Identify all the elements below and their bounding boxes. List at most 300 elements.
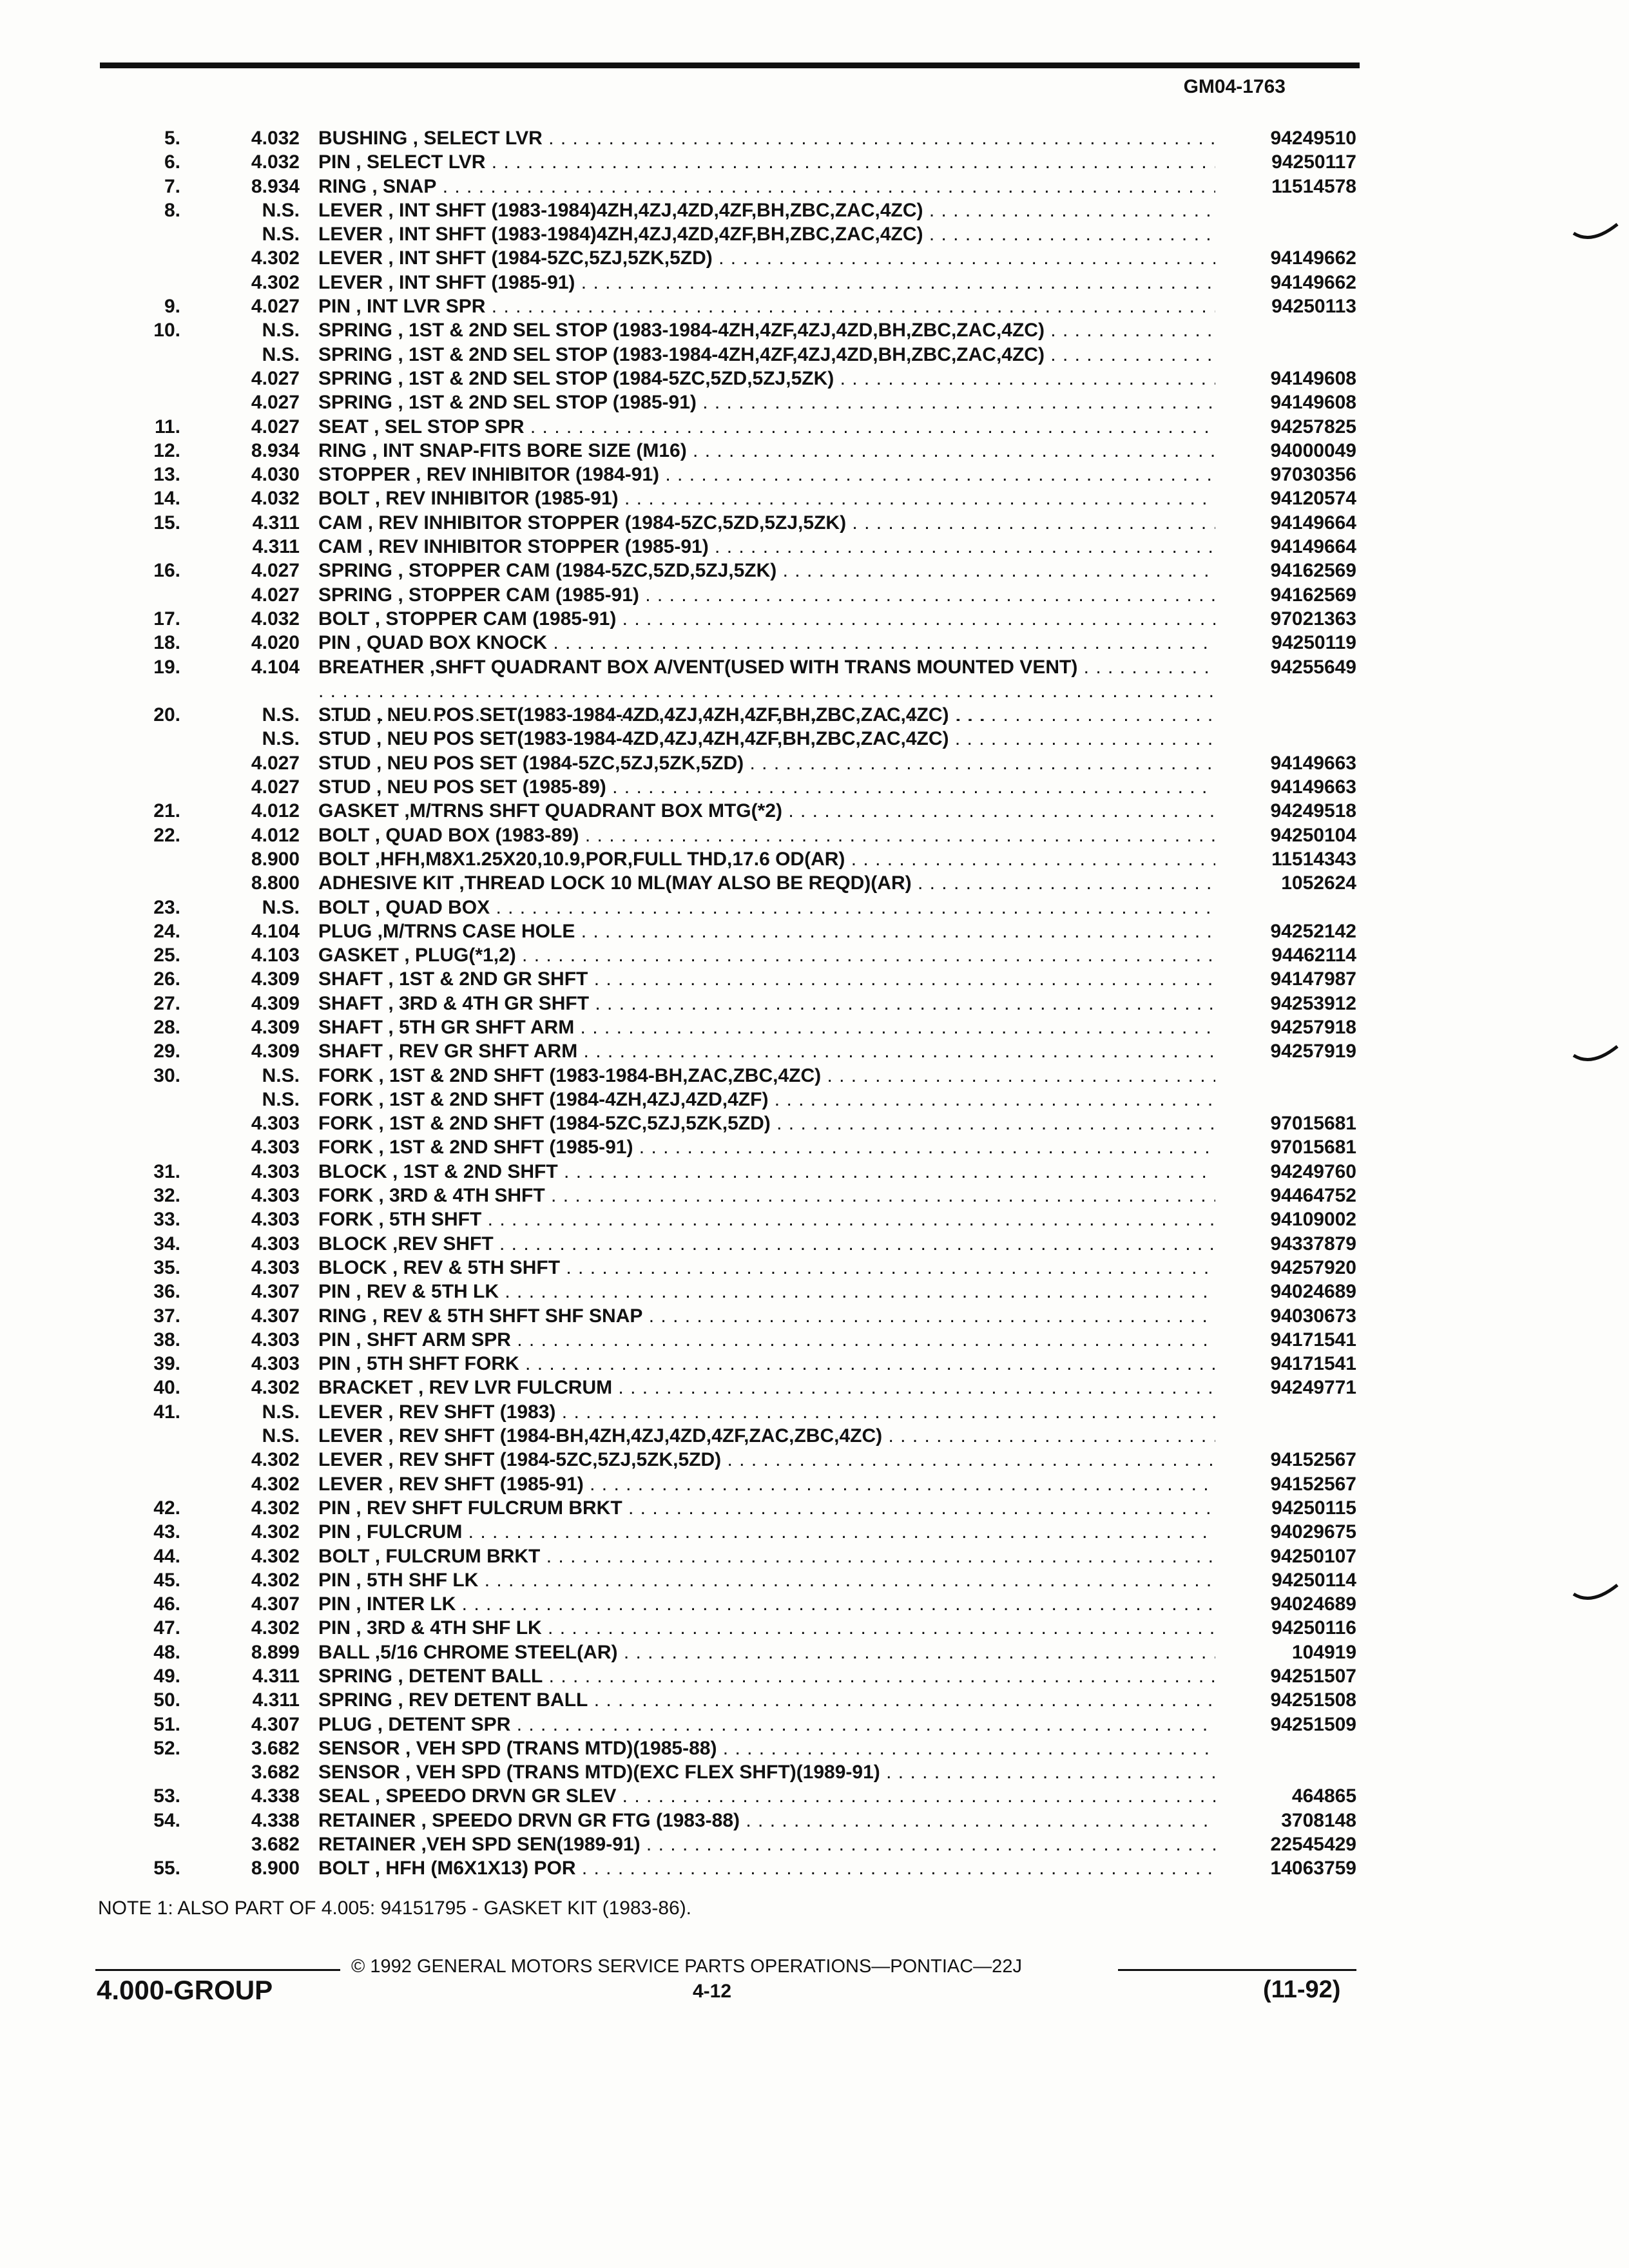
group-number: N.S.: [262, 343, 300, 365]
parts-row: [0, 943, 1629, 967]
part-description: STOPPER , REV INHIBITOR (1984-91) . . .: [318, 463, 1215, 486]
footer-date: (11-92): [1263, 1976, 1341, 2003]
part-number: 97015681: [1270, 1137, 1356, 1158]
binder-hole-mark-middle: [1572, 1041, 1619, 1067]
part-number: 94251508: [1270, 1689, 1356, 1711]
parts-row: [0, 1135, 1629, 1159]
item-number: 26.: [153, 968, 180, 990]
item-number: 5.: [164, 128, 180, 149]
part-description: SEAT , SEL STOP SPR . . .: [318, 415, 1215, 439]
parts-row: [0, 1448, 1629, 1472]
item-number: 24.: [153, 920, 180, 942]
group-number: N.S.: [262, 1064, 300, 1086]
item-number: 38.: [153, 1329, 180, 1350]
item-number: 36.: [153, 1281, 180, 1303]
parts-row: [0, 222, 1629, 246]
parts-row: [0, 415, 1629, 439]
part-description: GASKET ,M/TRNS SHFT QUADRANT BOX MTG(*2) . . .: [318, 799, 1215, 823]
item-number: 15.: [153, 512, 180, 533]
group-number: 4.303: [251, 1256, 300, 1278]
parts-row: [0, 847, 1629, 871]
part-description: BOLT ,HFH,M8X1.25X20,10.9,POR,FULL THD,17.6 OD(AR) . . .: [318, 847, 1215, 871]
parts-row: [0, 150, 1629, 174]
parts-row: [0, 1760, 1629, 1784]
parts-row: [0, 1544, 1629, 1568]
group-number: 4.032: [251, 151, 300, 173]
group-number: 4.311: [252, 1689, 300, 1711]
part-number: 11514343: [1271, 848, 1356, 870]
part-number: 94255649: [1270, 656, 1356, 678]
part-number: 94147987: [1270, 968, 1356, 990]
item-number: 30.: [153, 1064, 180, 1086]
part-description: PIN , REV & 5TH LK . . .: [318, 1280, 1215, 1303]
part-description: BLOCK ,REV SHFT . . .: [318, 1232, 1215, 1256]
parts-row: [0, 1736, 1629, 1760]
item-number: 39.: [153, 1353, 180, 1375]
group-number: N.S.: [262, 224, 300, 245]
item-number: 41.: [153, 1401, 180, 1423]
group-number: 4.338: [251, 1809, 300, 1831]
part-description: PLUG ,M/TRNS CASE HOLE . . .: [318, 919, 1215, 943]
item-number: 42.: [153, 1497, 180, 1519]
group-number: 4.303: [251, 1353, 300, 1375]
group-number: 4.307: [251, 1593, 300, 1615]
part-description: PIN , INT LVR SPR . . .: [318, 294, 1215, 318]
part-description: FORK , 1ST & 2ND SHFT (1984-5ZC,5ZJ,5ZK,5ZD) . . .: [318, 1111, 1215, 1135]
group-number: 4.303: [251, 1160, 300, 1182]
item-number: 10.: [153, 320, 180, 341]
part-description: BUSHING , SELECT LVR . . .: [318, 126, 1215, 150]
part-description: SPRING , 1ST & 2ND SEL STOP (1983-1984-4ZH,4ZF,4ZJ,4ZD,BH,ZBC,ZAC,4ZC) . . .: [318, 343, 1215, 367]
part-number: 22545429: [1270, 1834, 1356, 1856]
parts-row: [0, 1784, 1629, 1808]
document-code: GM04-1763: [1183, 76, 1286, 97]
part-number: 94149664: [1270, 536, 1356, 558]
parts-row: [0, 631, 1629, 655]
parts-row: [0, 126, 1629, 150]
part-number: 94252142: [1270, 920, 1356, 942]
item-number: 34.: [153, 1233, 180, 1254]
parts-row: [0, 1592, 1629, 1616]
group-number: 4.303: [251, 1185, 300, 1207]
part-description: PIN , 5TH SHF LK . . .: [318, 1568, 1215, 1592]
part-number: 94250104: [1270, 824, 1356, 846]
group-number: N.S.: [262, 1401, 300, 1423]
group-number: N.S.: [262, 728, 300, 750]
parts-row: [0, 799, 1629, 823]
parts-row: [0, 1809, 1629, 1832]
item-number: 25.: [153, 945, 180, 966]
part-description: STUD , NEU POS SET (1985-89) . . .: [318, 775, 1215, 799]
footer-copyright: © 1992 GENERAL MOTORS SERVICE PARTS OPERATIONS—PONTIAC—22J: [351, 1956, 1022, 1977]
part-description: RETAINER , SPEEDO DRVN GR FTG (1983-88) . . .: [318, 1809, 1215, 1832]
parts-row: [0, 655, 1629, 704]
parts-row: [0, 294, 1629, 318]
part-description: RING , SNAP . . .: [318, 175, 1215, 198]
footer-group: 4.000-GROUP: [97, 1975, 273, 2005]
part-number: 94149662: [1270, 247, 1356, 269]
item-number: 47.: [153, 1617, 180, 1639]
parts-row: [0, 1640, 1629, 1664]
part-description: FORK , 1ST & 2ND SHFT (1984-4ZH,4ZJ,4ZD,4ZF) . . .: [318, 1088, 1215, 1111]
parts-row: [0, 703, 1629, 727]
group-number: 4.303: [251, 1233, 300, 1254]
item-number: 20.: [153, 704, 180, 726]
part-description: SPRING , REV DETENT BALL . . .: [318, 1688, 1215, 1712]
part-number: 94162569: [1270, 584, 1356, 606]
part-number: 104919: [1291, 1641, 1356, 1663]
part-number: 94109002: [1270, 1209, 1356, 1231]
part-description: LEVER , REV SHFT (1983) . . .: [318, 1400, 1215, 1424]
parts-row: [0, 727, 1629, 751]
parts-row: [0, 1015, 1629, 1039]
parts-row: [0, 175, 1629, 198]
part-number: 97015681: [1270, 1113, 1356, 1135]
parts-row: [0, 463, 1629, 486]
group-number: 4.303: [251, 1137, 300, 1158]
part-description: BLOCK , 1ST & 2ND SHFT . . .: [318, 1160, 1215, 1184]
group-number: 4.027: [251, 584, 300, 606]
group-number: 4.307: [251, 1281, 300, 1303]
parts-row: [0, 535, 1629, 559]
part-number: 94251509: [1270, 1713, 1356, 1735]
item-number: 50.: [153, 1689, 180, 1711]
group-number: 8.934: [251, 439, 300, 461]
part-description: STUD , NEU POS SET (1984-5ZC,5ZJ,5ZK,5ZD) . . .: [318, 751, 1215, 775]
part-description: SENSOR , VEH SPD (TRANS MTD)(EXC FLEX SHFT)(1989-91) . . .: [318, 1760, 1215, 1784]
group-number: 4.032: [251, 128, 300, 149]
item-number: 54.: [153, 1809, 180, 1831]
footer-rule-right: [1118, 1969, 1356, 1971]
group-number: 4.302: [251, 1617, 300, 1639]
part-description: LEVER , INT SHFT (1984-5ZC,5ZJ,5ZK,5ZD) . . .: [318, 246, 1215, 270]
parts-row: [0, 343, 1629, 367]
part-number: 94250113: [1271, 296, 1356, 318]
part-number: 94249760: [1270, 1160, 1356, 1182]
item-number: 12.: [153, 439, 180, 461]
parts-row: [0, 1256, 1629, 1280]
part-number: 94149608: [1270, 367, 1356, 389]
group-number: 4.027: [251, 416, 300, 437]
part-number: 11514578: [1271, 175, 1356, 197]
group-number: 4.303: [251, 1209, 300, 1231]
parts-row: [0, 390, 1629, 414]
group-number: 8.934: [251, 175, 300, 197]
item-number: 9.: [164, 296, 180, 318]
parts-row: [0, 967, 1629, 991]
part-description: BOLT , STOPPER CAM (1985-91) . . .: [318, 607, 1215, 631]
part-number: 94257920: [1270, 1256, 1356, 1278]
parts-row: [0, 559, 1629, 582]
parts-row: [0, 1424, 1629, 1448]
parts-row: [0, 1472, 1629, 1496]
part-number: 94152567: [1270, 1473, 1356, 1495]
parts-row: [0, 1039, 1629, 1063]
part-description: SHAFT , REV GR SHFT ARM . . .: [318, 1039, 1215, 1063]
parts-row: [0, 246, 1629, 270]
part-description: LEVER , INT SHFT (1985-91) . . .: [318, 271, 1215, 294]
part-description: CAM , REV INHIBITOR STOPPER (1985-91) . . .: [318, 535, 1215, 559]
part-number: 94250117: [1271, 151, 1356, 173]
group-number: 4.303: [251, 1113, 300, 1135]
part-description: SHAFT , 3RD & 4TH GR SHFT . . .: [318, 992, 1215, 1015]
parts-row: [0, 1688, 1629, 1712]
parts-row: [0, 1616, 1629, 1640]
part-description: SPRING , 1ST & 2ND SEL STOP (1985-91) . . .: [318, 390, 1215, 414]
part-number: 94250116: [1271, 1617, 1356, 1639]
group-number: 4.311: [252, 512, 300, 533]
parts-row: [0, 992, 1629, 1015]
binder-hole-mark-bottom: [1572, 1580, 1619, 1606]
item-number: 22.: [153, 824, 180, 846]
group-number: 4.302: [251, 1473, 300, 1495]
group-number: 4.027: [251, 296, 300, 318]
group-number: 4.303: [251, 1329, 300, 1350]
part-description: RETAINER ,VEH SPD SEN(1989-91) . . .: [318, 1832, 1215, 1856]
item-number: 7.: [164, 175, 180, 197]
parts-row: [0, 871, 1629, 895]
parts-row: [0, 439, 1629, 463]
parts-row: [0, 486, 1629, 510]
group-number: 3.682: [251, 1737, 300, 1759]
item-number: 44.: [153, 1545, 180, 1567]
item-number: 27.: [153, 992, 180, 1014]
group-number: 4.027: [251, 392, 300, 414]
parts-row: [0, 1832, 1629, 1856]
item-number: 52.: [153, 1737, 180, 1759]
part-number: 14063759: [1270, 1858, 1356, 1879]
part-description: SPRING , 1ST & 2ND SEL STOP (1983-1984-4ZH,4ZF,4ZJ,4ZD,BH,ZBC,ZAC,4ZC) . . .: [318, 318, 1215, 342]
group-number: 4.104: [251, 656, 300, 678]
part-number: 94253912: [1270, 992, 1356, 1014]
item-number: 17.: [153, 608, 180, 629]
item-number: 28.: [153, 1016, 180, 1038]
parts-row: [0, 1400, 1629, 1424]
parts-row: [0, 1232, 1629, 1256]
group-number: N.S.: [262, 704, 300, 726]
item-number: 21.: [153, 800, 180, 822]
part-number: 94149664: [1270, 512, 1356, 533]
group-number: 8.900: [251, 848, 300, 870]
group-number: 4.309: [251, 1041, 300, 1062]
group-number: 4.032: [251, 488, 300, 510]
part-number: 94162569: [1270, 560, 1356, 582]
part-description: PIN , INTER LK . . .: [318, 1592, 1215, 1616]
part-description: SPRING , STOPPER CAM (1985-91) . . .: [318, 583, 1215, 607]
part-description: CAM , REV INHIBITOR STOPPER (1984-5ZC,5ZD,5ZJ,5ZK) . . .: [318, 511, 1215, 535]
part-number: 97021363: [1270, 608, 1356, 629]
group-number: 4.338: [251, 1785, 300, 1807]
group-number: 4.307: [251, 1713, 300, 1735]
parts-row: [0, 1304, 1629, 1328]
part-description: BLOCK , REV & 5TH SHFT . . .: [318, 1256, 1215, 1280]
parts-row: [0, 1856, 1629, 1880]
group-number: 4.027: [251, 367, 300, 389]
part-number: 94250115: [1271, 1497, 1356, 1519]
item-number: 35.: [153, 1256, 180, 1278]
parts-row: [0, 1664, 1629, 1688]
group-number: 4.030: [251, 464, 300, 486]
parts-row: [0, 583, 1629, 607]
group-number: 4.302: [251, 1377, 300, 1399]
item-number: 29.: [153, 1041, 180, 1062]
group-number: 4.302: [251, 247, 300, 269]
top-rule: [100, 62, 1360, 68]
parts-row: [0, 198, 1629, 222]
parts-row: [0, 1184, 1629, 1207]
group-number: 8.900: [251, 1858, 300, 1879]
parts-list: [0, 126, 1629, 1881]
part-number: 3708148: [1281, 1809, 1356, 1831]
item-number: 19.: [153, 656, 180, 678]
item-number: 23.: [153, 896, 180, 918]
parts-row: [0, 1111, 1629, 1135]
group-number: 4.309: [251, 1016, 300, 1038]
item-number: 51.: [153, 1713, 180, 1735]
part-number: 464865: [1291, 1785, 1356, 1807]
part-number: 94000049: [1270, 439, 1356, 461]
item-number: 31.: [153, 1160, 180, 1182]
group-number: 4.302: [251, 1449, 300, 1471]
group-number: 4.309: [251, 992, 300, 1014]
part-description: BOLT , QUAD BOX . . .: [318, 896, 1215, 919]
group-number: 4.302: [251, 1569, 300, 1591]
part-number: 94030673: [1270, 1305, 1356, 1327]
parts-row: [0, 511, 1629, 535]
part-description: FORK , 3RD & 4TH SHFT . . .: [318, 1184, 1215, 1207]
group-number: 4.027: [251, 560, 300, 582]
part-number: 94250107: [1270, 1545, 1356, 1567]
parts-row: [0, 1520, 1629, 1544]
group-number: 4.012: [251, 824, 300, 846]
parts-row: [0, 919, 1629, 943]
group-number: N.S.: [262, 1088, 300, 1110]
part-description: STUD , NEU POS SET(1983-1984-4ZD,4ZJ,4ZH,4ZF,BH,ZBC,ZAC,4ZC) . . .: [318, 703, 1215, 727]
part-number: 94149663: [1270, 776, 1356, 798]
item-number: 14.: [153, 488, 180, 510]
part-description: SPRING , 1ST & 2ND SEL STOP (1984-5ZC,5ZD,5ZJ,5ZK) . . .: [318, 367, 1215, 390]
parts-row: [0, 607, 1629, 631]
parts-row: [0, 1064, 1629, 1088]
part-number: 97030356: [1270, 464, 1356, 486]
group-number: 4.311: [252, 1666, 300, 1687]
group-number: 4.302: [251, 1497, 300, 1519]
group-number: 4.302: [251, 271, 300, 293]
item-number: 46.: [153, 1593, 180, 1615]
part-description: PLUG , DETENT SPR . . .: [318, 1713, 1215, 1736]
group-number: 4.103: [251, 945, 300, 966]
part-description: SPRING , DETENT BALL . . .: [318, 1664, 1215, 1688]
part-description: LEVER , REV SHFT (1984-BH,4ZH,4ZJ,4ZD,4ZF,ZAC,ZBC,4ZC) . . .: [318, 1424, 1215, 1448]
footer-page-number: 4-12: [693, 1981, 732, 2002]
part-number: 94024689: [1270, 1593, 1356, 1615]
item-number: 6.: [164, 151, 180, 173]
part-number: 94024689: [1270, 1281, 1356, 1303]
parts-row: [0, 1207, 1629, 1231]
part-description: PIN , SELECT LVR . . .: [318, 150, 1215, 174]
part-number: 94120574: [1270, 488, 1356, 510]
parts-row: [0, 775, 1629, 799]
item-number: 18.: [153, 632, 180, 654]
group-number: N.S.: [262, 896, 300, 918]
group-number: 4.302: [251, 1521, 300, 1543]
item-number: 43.: [153, 1521, 180, 1543]
part-description: BRACKET , REV LVR FULCRUM . . .: [318, 1376, 1215, 1399]
part-description: SEAL , SPEEDO DRVN GR SLEV . . .: [318, 1784, 1215, 1808]
part-number: 94149662: [1270, 271, 1356, 293]
part-number: 94249510: [1270, 128, 1356, 149]
part-number: 94249771: [1270, 1377, 1356, 1399]
item-number: 16.: [153, 560, 180, 582]
parts-row: [0, 1088, 1629, 1111]
parts-row: [0, 367, 1629, 390]
part-description: RING , INT SNAP-FITS BORE SIZE (M16) . . .: [318, 439, 1215, 463]
item-number: 48.: [153, 1641, 180, 1663]
part-description: ADHESIVE KIT ,THREAD LOCK 10 ML(MAY ALSO BE REQD)(AR) . . .: [318, 871, 1215, 895]
item-number: 55.: [153, 1858, 180, 1879]
group-number: 4.012: [251, 800, 300, 822]
parts-row: [0, 1328, 1629, 1352]
group-number: N.S.: [262, 320, 300, 341]
item-number: 13.: [153, 464, 180, 486]
item-number: 8.: [164, 199, 180, 221]
part-description: FORK , 1ST & 2ND SHFT (1983-1984-BH,ZAC,ZBC,4ZC) . . .: [318, 1064, 1215, 1088]
item-number: 53.: [153, 1785, 180, 1807]
part-description: BREATHER ,SHFT QUADRANT BOX A/VENT(USED WITH TRANS MOUNTED VENT) . . .: [318, 655, 1215, 727]
part-description: PIN , QUAD BOX KNOCK . . .: [318, 631, 1215, 655]
part-description: PIN , SHFT ARM SPR . . .: [318, 1328, 1215, 1352]
group-number: 4.032: [251, 608, 300, 629]
part-number: 94152567: [1270, 1449, 1356, 1471]
item-number: 33.: [153, 1209, 180, 1231]
part-description: PIN , REV SHFT FULCRUM BRKT . . .: [318, 1496, 1215, 1520]
part-description: SPRING , STOPPER CAM (1984-5ZC,5ZD,5ZJ,5ZK) . . .: [318, 559, 1215, 582]
group-number: 8.899: [251, 1641, 300, 1663]
parts-row: [0, 1280, 1629, 1303]
parts-row: [0, 823, 1629, 847]
parts-row: [0, 896, 1629, 919]
item-number: 45.: [153, 1569, 180, 1591]
part-description: BOLT , HFH (M6X1X13) POR . . .: [318, 1856, 1215, 1880]
group-number: 4.027: [251, 752, 300, 774]
parts-row: [0, 1568, 1629, 1592]
part-description: SHAFT , 5TH GR SHFT ARM . . .: [318, 1015, 1215, 1039]
part-description: STUD , NEU POS SET(1983-1984-4ZD,4ZJ,4ZH,4ZF,BH,ZBC,ZAC,4ZC) . . .: [318, 727, 1215, 751]
part-number: 94149608: [1270, 392, 1356, 414]
part-description: LEVER , INT SHFT (1983-1984)4ZH,4ZJ,4ZD,4ZF,BH,ZBC,ZAC,4ZC) . . .: [318, 222, 1215, 246]
part-description: PIN , FULCRUM . . .: [318, 1520, 1215, 1544]
part-number: 94257918: [1270, 1016, 1356, 1038]
part-description: SENSOR , VEH SPD (TRANS MTD)(1985-88) . . .: [318, 1736, 1215, 1760]
footer-rule-left: [95, 1969, 340, 1971]
group-number: N.S.: [262, 199, 300, 221]
part-description: FORK , 5TH SHFT . . .: [318, 1207, 1215, 1231]
part-description: BOLT , FULCRUM BRKT . . .: [318, 1544, 1215, 1568]
part-number: 94257919: [1270, 1041, 1356, 1062]
part-description: FORK , 1ST & 2ND SHFT (1985-91) . . .: [318, 1135, 1215, 1159]
item-number: 40.: [153, 1377, 180, 1399]
part-number: 94462114: [1271, 945, 1356, 966]
part-number: 1052624: [1281, 872, 1356, 894]
part-description: PIN , 5TH SHFT FORK . . .: [318, 1352, 1215, 1376]
group-number: N.S.: [262, 1425, 300, 1447]
part-number: 94251507: [1270, 1666, 1356, 1687]
part-description: GASKET , PLUG(*1,2) . . .: [318, 943, 1215, 967]
parts-row: [0, 1352, 1629, 1376]
part-description: SHAFT , 1ST & 2ND GR SHFT . . .: [318, 967, 1215, 991]
parts-row: [0, 1376, 1629, 1399]
part-number: 94464752: [1270, 1185, 1356, 1207]
